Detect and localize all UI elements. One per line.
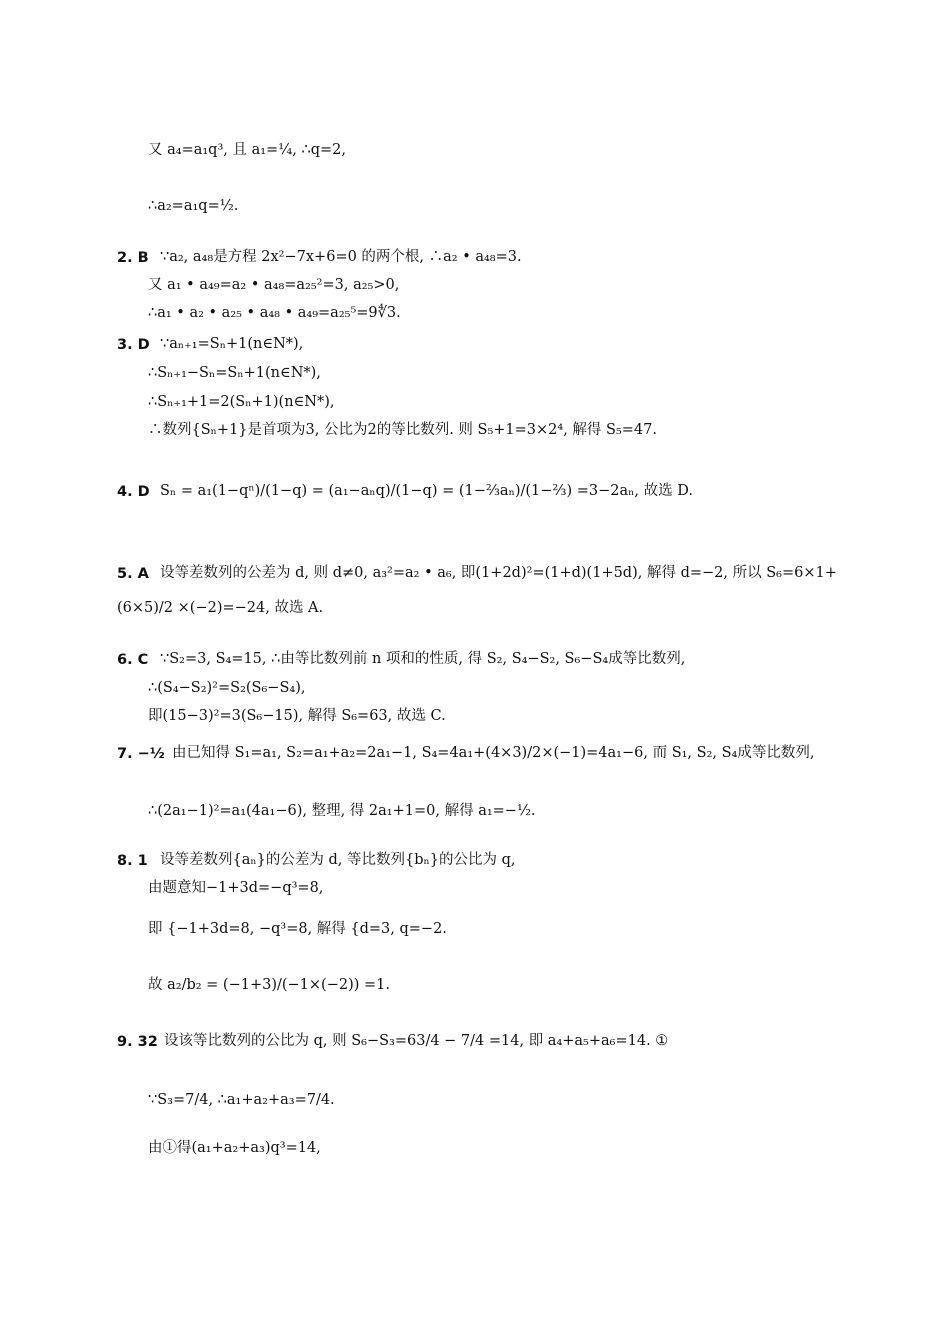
text-line <box>148 922 447 937</box>
text-line <box>148 804 536 819</box>
line-15: 即(15−3)²=3(S₆−15), 解得 S₆=63, 故选 C. <box>148 708 446 724</box>
line-24: 由①得(a₁+a₂+a₃)q³=14, <box>148 1140 321 1156</box>
line-9: ∴数列{Sₙ+1}是首项为3, 公比为2的等比数列. 则 S₅+1=3×2⁴, 解得 S₅=47. <box>148 422 657 438</box>
text-line <box>148 278 399 293</box>
item-number: 9. 32 <box>117 1034 158 1050</box>
line-4: 又 a₁ • a₄₉=a₂ • a₄₈=a₂₅²=3, a₂₅>0, <box>148 277 400 293</box>
text-line <box>148 199 238 214</box>
line-13: ∵S₂=3, S₄=15, ∴由等比数列前 n 项和的性质, 得 S₂, S₄−S₂, S₆−S₄成等比数列, <box>160 651 686 667</box>
line-12: (6×5)/2 ×(−2)=−24, 故选 A. <box>117 600 324 616</box>
text-line <box>164 1034 668 1049</box>
line-7: ∴Sₙ₊₁−Sₙ=Sₙ+1(n∈N*), <box>148 365 321 381</box>
item-number: 5. A <box>117 566 149 582</box>
text-line <box>148 366 321 381</box>
text-line <box>160 566 837 581</box>
text-line <box>148 143 346 158</box>
line-1: 又 a₄=a₁q³, 且 a₁=¼, ∴q=2, <box>148 142 346 158</box>
text-line <box>148 881 323 896</box>
text-line <box>148 709 446 724</box>
line-5: ∴a₁ • a₂ • a₂₅ • a₄₈ • a₄₉=a₂₅⁵=9∜3. <box>148 305 401 321</box>
line-18: 设等差数列{aₙ}的公差为 d, 等比数列{bₙ}的公比为 q, <box>160 852 516 868</box>
text-line <box>172 746 814 761</box>
item-number: 8. 1 <box>117 853 148 869</box>
text-line <box>148 978 390 993</box>
line-20: 即 {−1+3d=8, −q³=8, 解得 {d=3, q=−2. <box>148 921 447 937</box>
item-number: 4. D <box>117 484 150 500</box>
text-line <box>148 1093 335 1108</box>
line-23: ∵S₃=7/4, ∴a₁+a₂+a₃=7/4. <box>148 1092 335 1108</box>
text-line <box>148 395 334 410</box>
line-8: ∴Sₙ₊₁+1=2(Sₙ+1)(n∈N*), <box>148 394 335 410</box>
line-11: 设等差数列的公差为 d, 则 d≠0, a₃²=a₂ • a₆, 即(1+2d)²=(1+d)(1+5d), 解得 d=−2, 所以 S₆=6×1+ <box>160 565 837 581</box>
line-14: ∴(S₄−S₂)²=S₂(S₆−S₄), <box>148 680 306 696</box>
text-line <box>148 306 401 321</box>
text-line <box>148 423 657 438</box>
line-3: ∵a₂, a₄₈是方程 2x²−7x+6=0 的两个根, ∴a₂ • a₄₈=3. <box>160 249 522 265</box>
line-6: ∵aₙ₊₁=Sₙ+1(n∈N*), <box>160 336 304 352</box>
item-number: 6. C <box>117 652 149 668</box>
text-line <box>148 1141 321 1156</box>
item-number: 7. −½ <box>117 746 165 762</box>
text-line <box>160 853 515 868</box>
text-line <box>117 601 323 616</box>
line-16: 由已知得 S₁=a₁, S₂=a₁+a₂=2a₁−1, S₄=4a₁+(4×3)/2×(−1)=4a₁−6, 而 S₁, S₂, S₄成等比数列, <box>172 745 815 761</box>
line-19: 由题意知−1+3d=−q³=8, <box>148 880 324 896</box>
text-line <box>160 652 685 667</box>
line-22: 设该等比数列的公比为 q, 则 S₆−S₃=63/4 − 7/4 =14, 即 a₄+a₅+a₆=14. ① <box>164 1033 669 1049</box>
text-line <box>160 484 693 499</box>
line-17: ∴(2a₁−1)²=a₁(4a₁−6), 整理, 得 2a₁+1=0, 解得 a₁=−½. <box>148 803 536 819</box>
line-10: Sₙ = a₁(1−qⁿ)/(1−q) = (a₁−aₙq)/(1−q) = (1−⅔aₙ)/(1−⅔) =3−2aₙ, 故选 D. <box>160 483 693 499</box>
text-line <box>148 681 305 696</box>
line-21: 故 a₂/b₂ = (−1+3)/(−1×(−2)) =1. <box>148 977 390 993</box>
item-number: 2. B <box>117 250 149 266</box>
item-number: 3. D <box>117 337 150 353</box>
text-line <box>160 337 303 352</box>
line-2: ∴a₂=a₁q=½. <box>148 198 239 214</box>
text-line <box>160 250 522 265</box>
